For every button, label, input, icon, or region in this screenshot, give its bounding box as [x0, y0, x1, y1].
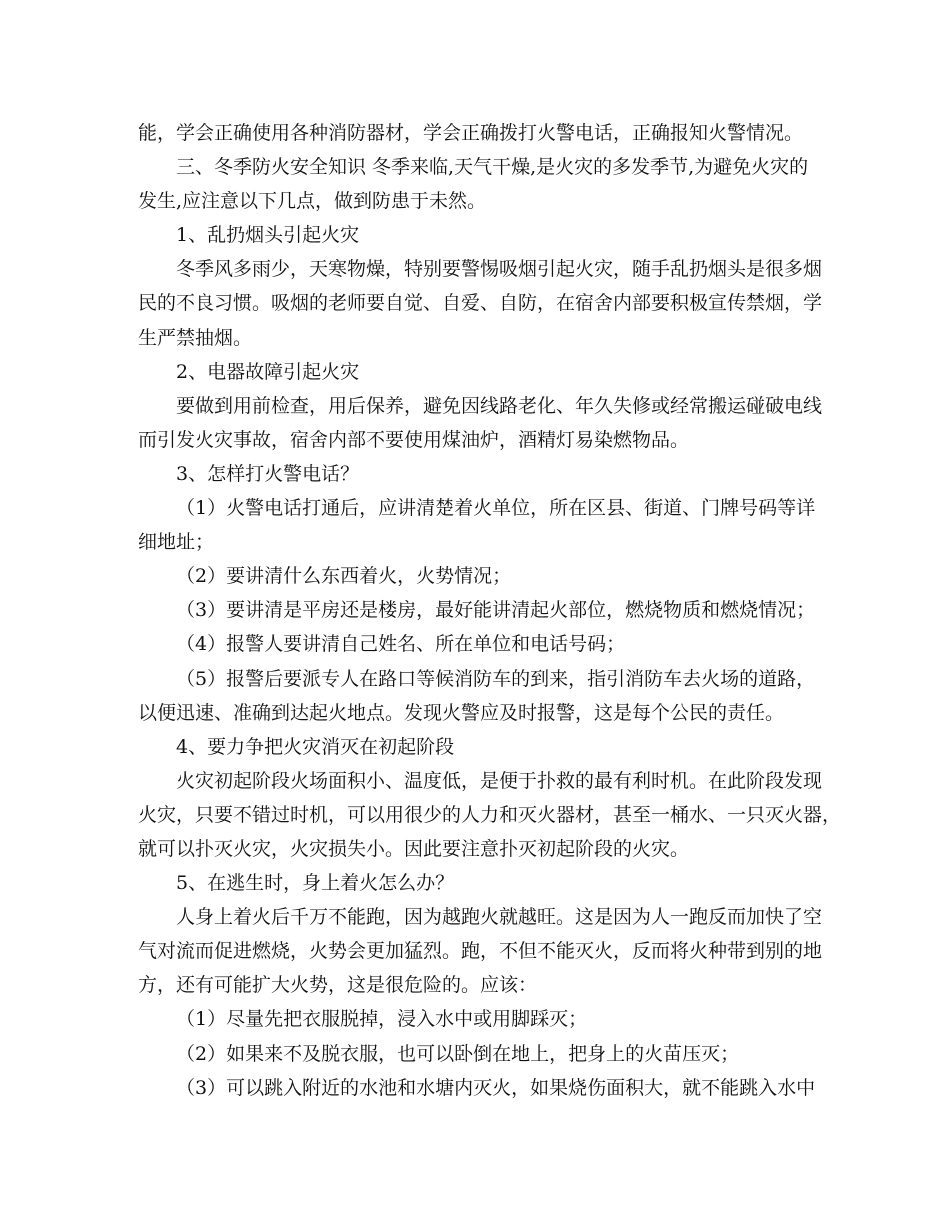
text-line: 要做到用前检查，用后保养，避免因线路老化、年久失修或经常搬运碰破电线	[176, 394, 823, 417]
text-line: 5、在逃生时，身上着火怎么办？	[176, 872, 455, 895]
text-line: （1）火警电话打通后，应讲清楚着火单位，所在区县、街道、门牌号码等详	[176, 497, 816, 520]
text-line: （5）报警后要派专人在路口等候消防车的到来，指引消防车去火场的道路，	[176, 667, 816, 690]
text-line: 火灾初起阶段火场面积小、温度低，是便于扑救的最有利时机。在此阶段发现	[176, 769, 823, 792]
text-line: 而引发火灾事故，宿舍内部不要使用煤油炉，酒精灯易染燃物品。	[138, 428, 690, 451]
text-line: 就可以扑灭火灾，火灾损失小。因此要注意扑灭初起阶段的火灾。	[138, 837, 690, 860]
text-line: 能，学会正确使用各种消防器材，学会正确拨打火警电话，正确报知火警情况。	[138, 122, 804, 144]
text-line: 人身上着火后千万不能跑，因为越跑火就越旺。这是因为人一跑反而加快了空	[176, 906, 823, 929]
text-line: 火灾，只要不错过时机，可以用很少的人力和灭火器材，甚至一桶水、一只灭火器，	[138, 803, 842, 826]
text-line: 气对流而促进燃烧，火势会更加猛烈。跑，不但不能灭火，反而将火种带到别的地	[138, 940, 823, 963]
text-line: 4、要力争把火灾消灭在初起阶段	[176, 735, 455, 758]
text-line: （1）尽量先把衣服脱掉，浸入水中或用脚踩灭；	[176, 1008, 588, 1031]
text-line: （2）如果来不及脱衣服，也可以卧倒在地上，把身上的火苗压灭；	[176, 1042, 740, 1065]
text-line: 生严禁抽烟。	[138, 326, 253, 349]
text-line: 发生,应注意以下几点，做到防患于未然。	[138, 190, 487, 213]
text-line: （3）可以跳入附近的水池和水塘内灭火，如果烧伤面积大，就不能跳入水中	[176, 1076, 816, 1099]
text-line: 细地址；	[138, 531, 215, 554]
text-line: 1、乱扔烟头引起火灾	[176, 224, 360, 247]
text-line: 2、电器故障引起火灾	[176, 360, 360, 383]
text-line: 以便迅速、准确到达起火地点。发现火警应及时报警，这是每个公民的责任。	[138, 701, 785, 724]
text-line: （2）要讲清什么东西着火，火势情况；	[176, 565, 512, 588]
text-line: 三、冬季防火安全知识 冬季来临,天气干燥,是火灾的多发季节,为避免火灾的	[176, 156, 809, 179]
text-line: 民的不良习惯。吸烟的老师要自觉、自爱、自防，在宿舍内部要积极宣传禁烟，学	[138, 292, 823, 315]
document-body	[138, 116, 842, 1105]
text-line: （4）报警人要讲清自己姓名、所在单位和电话号码；	[176, 633, 626, 656]
text-line: 3、怎样打火警电话？	[176, 462, 360, 485]
text-line: 冬季风多雨少，天寒物燥，特别要警惕吸烟引起火灾，随手乱扔烟头是很多烟	[176, 258, 823, 281]
text-line: 方，还有可能扩大火势，这是很危险的。应该：	[138, 974, 538, 997]
text-line: （3）要讲清是平房还是楼房，最好能讲清起火部位，燃烧物质和燃烧情况；	[176, 599, 816, 622]
